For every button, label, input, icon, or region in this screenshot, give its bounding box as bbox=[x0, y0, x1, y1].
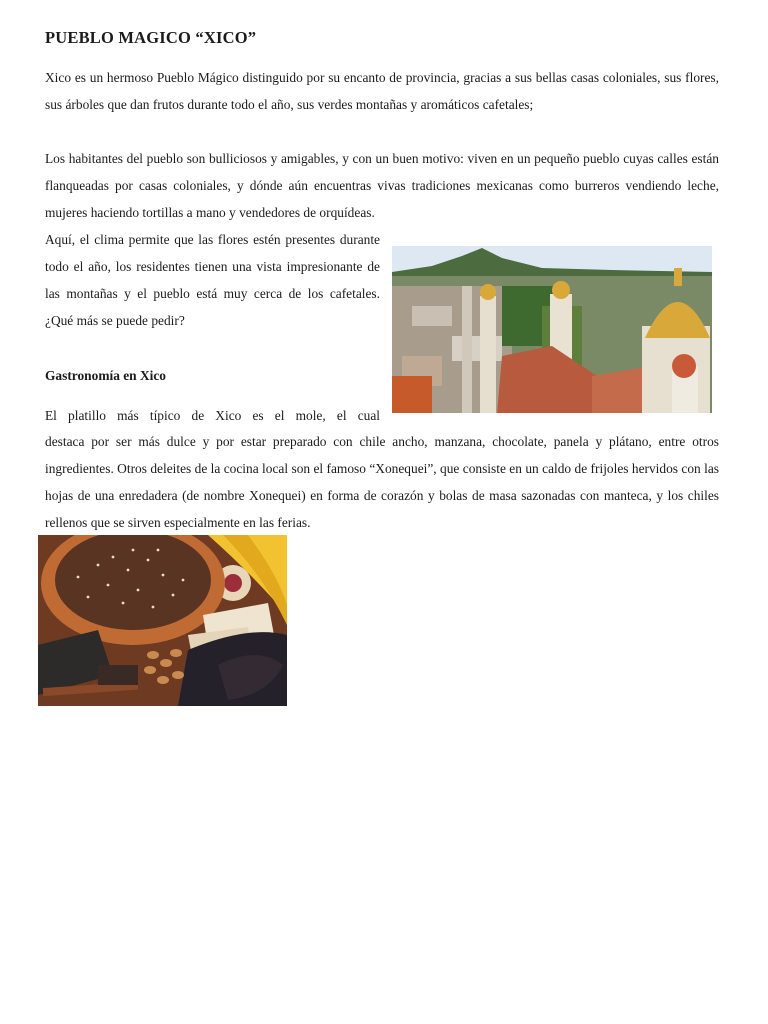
document-title: PUEBLO MAGICO “XICO” bbox=[45, 28, 257, 47]
mole-paragraph-first-line: El platillo más típico de Xico es el mole, el cual bbox=[45, 408, 380, 423]
inhabitants-paragraph: Los habitantes del pueblo son bulliciosos y amigables, y con un buen motivo: viven en un pequeño pueblo cuyas calles están flanqueadas por casas coloniales, y dónde aún encuentras vivas tradiciones mexicanas como burreros vendiendo leche, mujeres haciendo tortillas a mano y vendedores de orquídeas. bbox=[45, 151, 719, 220]
mole-paragraph: destaca por ser más dulce y por estar preparado con chile ancho, manzana, chocolate, panela y plátano, entre otros ingredientes. Otros deleites de la cocina local son el famoso “Xonequei”, que consiste en un caldo de frijoles hervidos con las hojas de una enredadera (de nombre Xonequei) en forma de corazón y bolas de masa sazonadas con manteca, y los chiles rellenos que se sirven especialmente en las ferias. bbox=[45, 434, 719, 530]
climate-paragraph: Aquí, el clima permite que las flores estén presentes durante todo el año, los residentes tienen una vista impresionante de las montañas y el pueblo está muy cerca de los cafetales. ¿Qué más se puede pedir? bbox=[45, 232, 380, 328]
town-photo bbox=[392, 246, 712, 413]
mole-food-photo bbox=[38, 535, 287, 706]
intro-paragraph: Xico es un hermoso Pueblo Mágico distinguido por su encanto de provincia, gracias a sus bellas casas coloniales, sus flores, sus árboles que dan frutos durante todo el año, sus verdes montañas y aromáticos cafetales; bbox=[45, 70, 719, 112]
gastronomy-heading: Gastronomía en Xico bbox=[45, 368, 167, 383]
